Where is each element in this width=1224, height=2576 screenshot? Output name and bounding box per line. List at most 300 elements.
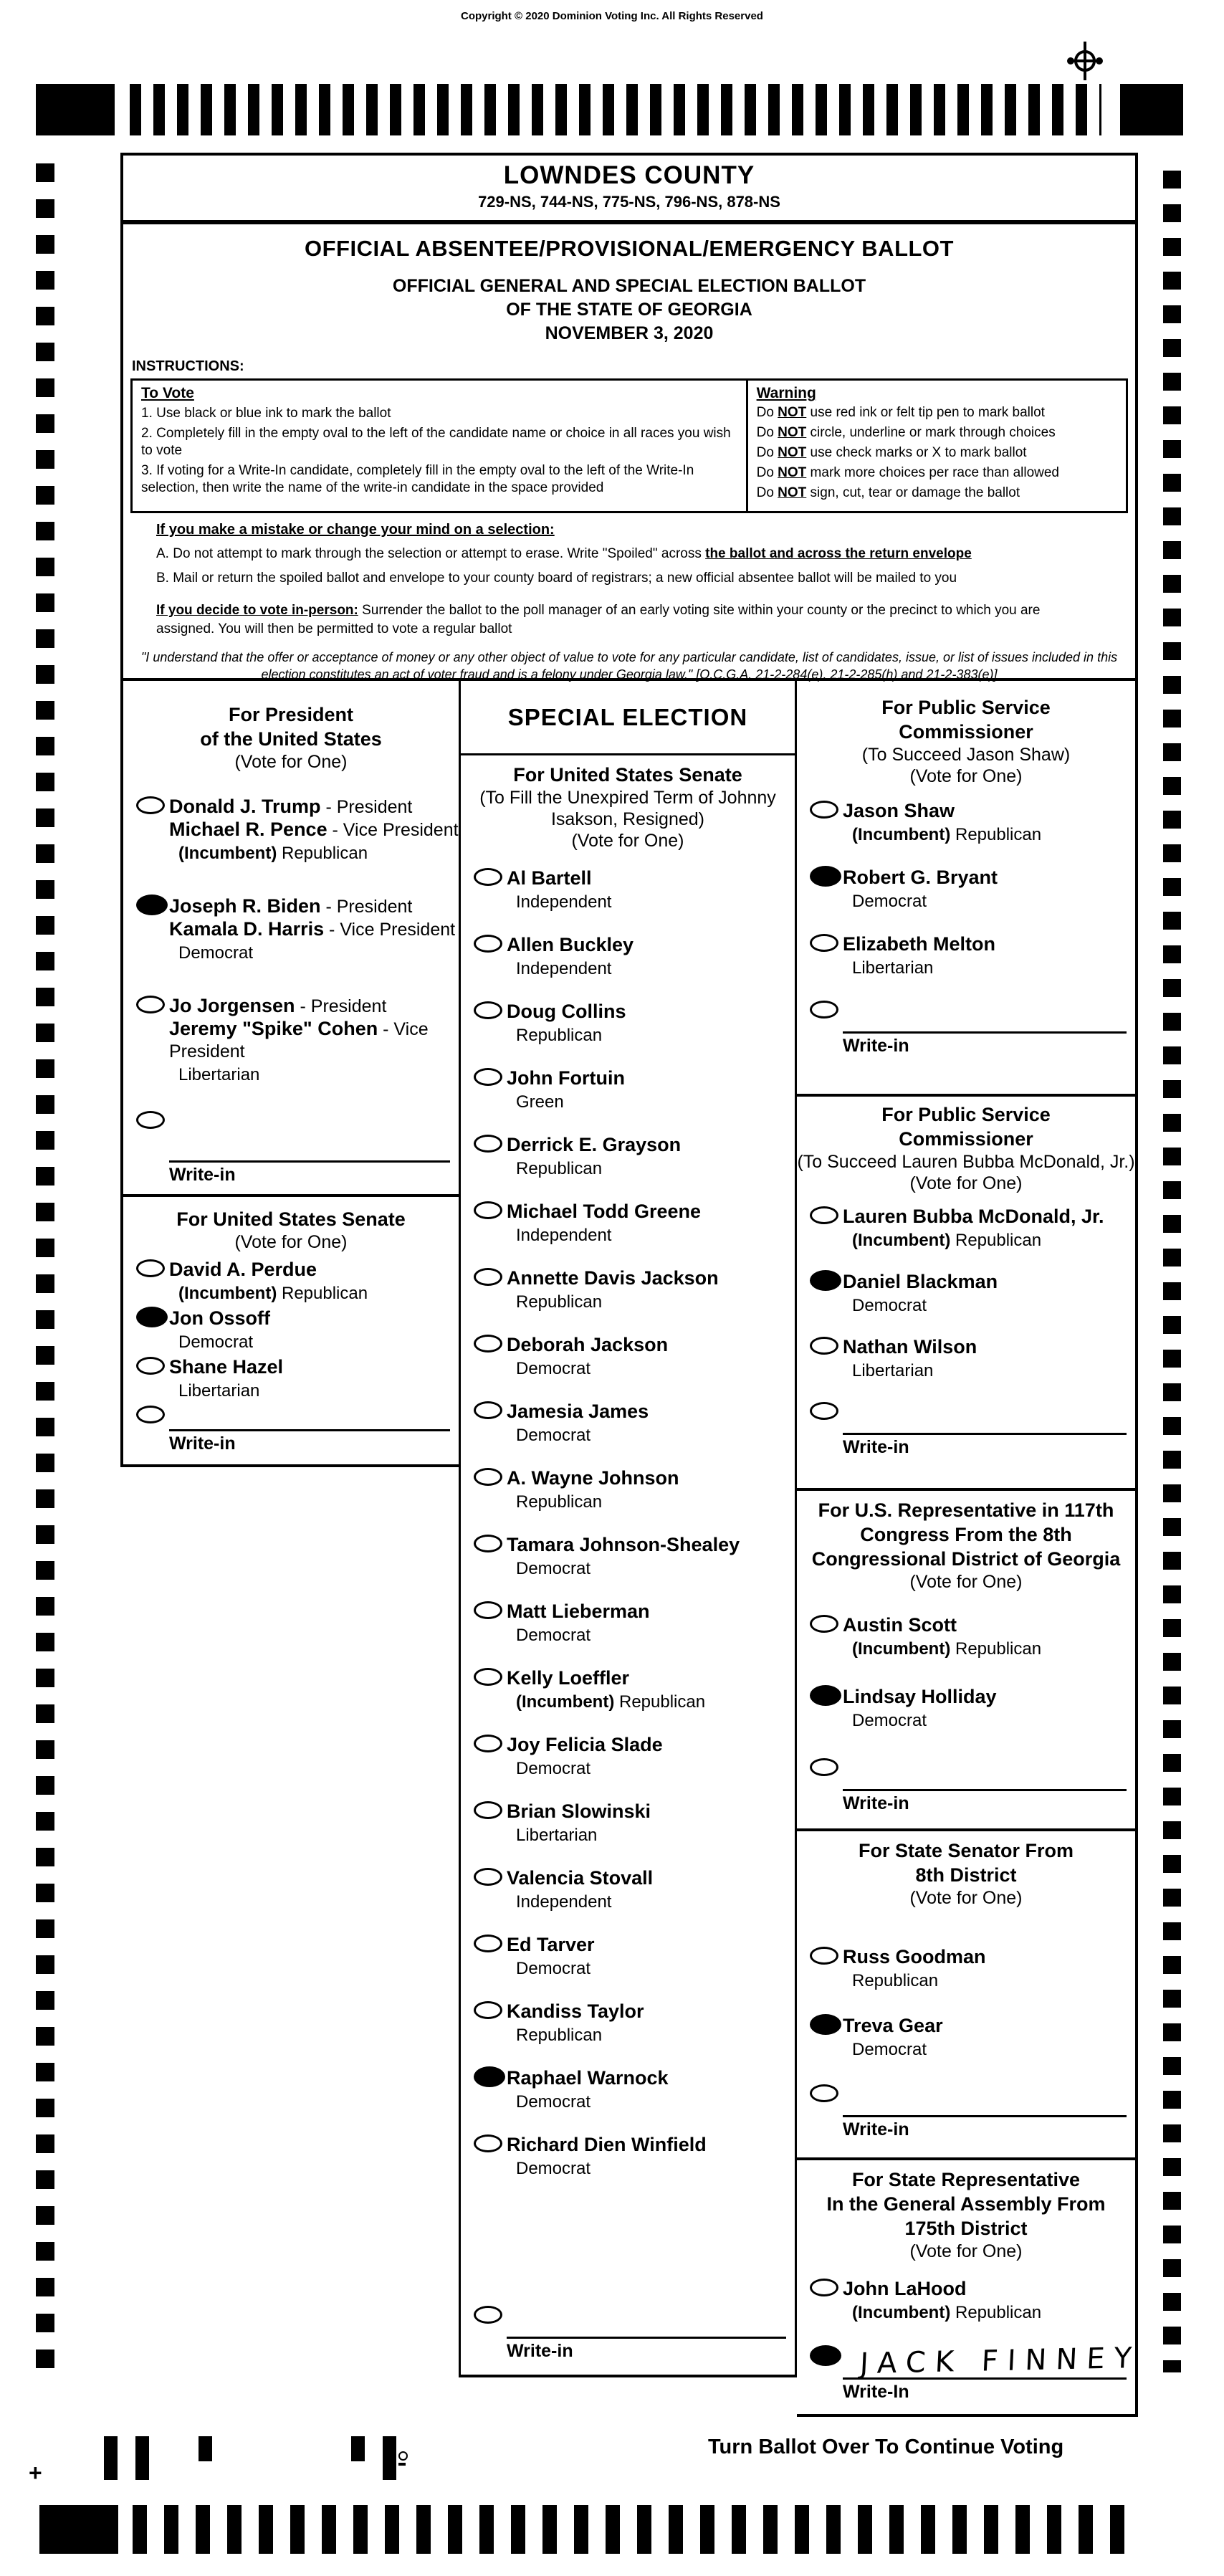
candidate-name-line [169, 918, 459, 941]
party-line [178, 1065, 459, 1085]
registration-crosshair-icon [1065, 40, 1105, 82]
party-label: Republican [619, 1692, 706, 1712]
party-label: Democrat [516, 1559, 591, 1578]
candidate-name: Matt Lieberman [507, 1601, 650, 1622]
timing-marks-bottom [133, 2505, 1139, 2554]
ballot-oval-filled[interactable] [810, 1270, 841, 1291]
candidate-name: Jo Jorgensen [169, 995, 295, 1016]
party-label: Democrat [516, 1426, 591, 1445]
write-in-label: Write-in [169, 1165, 236, 1185]
party-line [178, 943, 459, 963]
candidate-name-line [169, 995, 459, 1018]
warning-item-not: NOT [778, 465, 807, 480]
candidate-option [474, 934, 795, 1001]
ballot-oval[interactable] [474, 1068, 502, 1086]
ballot-column-right [797, 681, 1142, 2417]
candidate-name: Tamara Johnson-Shealey [507, 1534, 740, 1555]
candidate-name: Ed Tarver [507, 1934, 595, 1955]
party-line [852, 1971, 1135, 1991]
candidate-option [474, 1134, 795, 1201]
to-vote-item: 1. Use black or blue ink to mark the ballot [141, 406, 391, 421]
copyright-line: Copyright © 2020 Dominion Voting Inc. All Rights Reserved [461, 10, 763, 22]
candidate-option [810, 800, 1135, 867]
candidate-option [474, 1001, 795, 1067]
in-person-note: If you decide to vote in-person: Surrender the ballot to the poll manager of an early voting site within your county or the precinct to which you are assigned. You will then be permitted to vote a regular ballot [156, 603, 1041, 636]
ballot-oval[interactable] [810, 801, 838, 819]
vote-for-instruction: (Vote for One) [909, 1572, 1023, 1592]
race-title: For U.S. Representative in 117th [818, 1499, 1114, 1521]
incumbent-tag: (Incumbent) [852, 1639, 951, 1659]
candidate-option [810, 1336, 1135, 1401]
ballot-oval[interactable] [474, 1935, 502, 1952]
candidate-office: - Vice President [327, 820, 459, 840]
candidate-name-line [507, 1001, 795, 1024]
incumbent-tag: (Incumbent) [516, 1692, 615, 1712]
candidate-name-line [169, 796, 459, 819]
mistake-item-b: B. Mail or return the spoiled ballot and envelope to your county board of registrars; a new official absentee ballot will be mailed to you [156, 571, 957, 586]
candidate-name: Lauren Bubba McDonald, Jr. [843, 1206, 1104, 1227]
ballot-oval[interactable] [474, 868, 502, 886]
ballot-oval[interactable] [474, 1001, 502, 1019]
candidate-name-line [507, 2067, 795, 2090]
to-vote-title: To Vote [141, 385, 194, 401]
candidate-name-line [843, 1336, 1135, 1359]
party-line [516, 2159, 795, 2179]
party-label: Libertarian [178, 1381, 260, 1401]
write-in-label: Write-in [507, 2341, 573, 2361]
ballot-oval[interactable] [474, 1735, 502, 1752]
ballot-column-left [120, 681, 459, 1467]
ballot-oval-filled[interactable] [474, 2066, 505, 2087]
warning-item-pre: Do [756, 445, 778, 460]
race-title: For Public Service [881, 1104, 1051, 1125]
special-election-header: SPECIAL ELECTION [461, 681, 795, 755]
ballot-oval[interactable] [810, 1001, 838, 1019]
vote-for-instruction: (Vote for One) [571, 831, 684, 851]
write-in-option [810, 1401, 1135, 1465]
race-title: In the General Assembly From [826, 2193, 1106, 2215]
candidate-option [136, 895, 459, 995]
candidate-name: Kandiss Taylor [507, 2000, 644, 2022]
candidate-option [474, 1334, 795, 1401]
party-line [852, 958, 1135, 978]
candidate-name-line [169, 819, 459, 841]
corner-code-bar [351, 2436, 365, 2461]
to-vote-item: 2. Completely fill in the empty oval to the left of the candidate name or choice in all races you wish to vote [141, 426, 731, 458]
candidate-option [474, 1401, 795, 1467]
candidate-name: Allen Buckley [507, 934, 634, 955]
ballot-oval[interactable] [136, 1111, 165, 1129]
precinct-list: 729-NS, 744-NS, 775-NS, 796-NS, 878-NS [478, 193, 780, 211]
candidate-name: A. Wayne Johnson [507, 1467, 679, 1489]
candidate-option [474, 1201, 795, 1267]
candidate-office: - President [295, 996, 387, 1016]
party-line [852, 1639, 1135, 1659]
ballot-oval[interactable] [474, 2134, 502, 2152]
ballot-oval[interactable] [474, 1135, 502, 1153]
race-title: For State Representative [851, 2169, 1081, 2190]
candidate-name-line [843, 1614, 1135, 1637]
party-label: Independent [516, 892, 612, 912]
turn-ballot-over-note: Turn Ballot Over To Continue Voting [708, 2436, 1064, 2458]
party-label: Republican [516, 1492, 603, 1512]
incumbent-tag: (Incumbent) [852, 825, 951, 844]
candidate-option [474, 2067, 795, 2134]
party-label: Democrat [852, 892, 927, 911]
candidate-option [474, 1534, 795, 1601]
party-label: Republican [516, 1159, 603, 1178]
candidate-name: Robert G. Bryant [843, 867, 998, 888]
ballot-oval[interactable] [810, 1758, 838, 1776]
candidate-name-line [507, 1867, 795, 1890]
party-label: Democrat [852, 1711, 927, 1730]
candidate-office: - President [320, 897, 413, 917]
candidate-option [136, 1259, 459, 1307]
candidate-name-line [507, 1800, 795, 1823]
ballot-oval[interactable] [474, 1201, 502, 1219]
candidate-name-line [507, 1334, 795, 1357]
candidate-name-line [843, 2278, 1135, 2301]
candidate-option [474, 1267, 795, 1334]
ballot-oval-filled[interactable] [136, 1307, 168, 1327]
ballot-oval[interactable] [474, 2001, 502, 2019]
ballot-header-box [120, 153, 1138, 681]
party-label: Democrat [516, 2159, 591, 2178]
party-line [852, 1361, 1135, 1381]
party-label: Libertarian [178, 1065, 260, 1084]
candidate-name-line [507, 1134, 795, 1157]
warning-item-rest: use check marks or X to mark ballot [806, 445, 1027, 460]
race-subtitle: (To Fill the Unexpired Term of Johnny [479, 788, 776, 808]
timing-block-top-right [1120, 84, 1183, 135]
party-line [516, 1492, 795, 1512]
candidate-option [810, 933, 1135, 1000]
party-label: Green [516, 1092, 564, 1112]
candidate-name-line [507, 1267, 795, 1290]
ballot-oval-filled[interactable] [810, 2014, 841, 2035]
candidate-name-line [843, 867, 1135, 889]
warning-item [757, 464, 1117, 482]
candidate-option [474, 1867, 795, 1934]
party-label: Democrat [178, 943, 254, 963]
felony-notice: "I understand that the offer or acceptance of money or any other object of value to vote for any particular candidate, list of candidates, issue, or list of issues included in this election constitutes an act of voter fraud and is a felony under Georgia law." [O.C.G.A. 21-2-284(e), 21-2-285(h) and 21-2-383(e)] [140, 650, 1118, 682]
ballot-oval[interactable] [810, 1337, 838, 1355]
candidate-name: Deborah Jackson [507, 1334, 669, 1355]
vote-for-instruction: (Vote for One) [234, 752, 348, 772]
write-in-option [810, 1757, 1135, 1821]
warning-title: Warning [756, 385, 816, 401]
write-in-option [136, 1110, 459, 1193]
race-psc2 [797, 1097, 1135, 1491]
party-line [852, 825, 1135, 845]
warning-item-rest: circle, underline or mark through choices [806, 425, 1056, 440]
race-specialsenate [461, 755, 795, 2377]
race-subtitle: Isakson, Resigned) [550, 809, 704, 829]
candidate-office: - President [320, 797, 413, 817]
ballot-oval[interactable] [810, 2279, 838, 2296]
party-line [516, 892, 795, 912]
ballot-oval[interactable] [136, 996, 165, 1013]
candidate-option [810, 2015, 1135, 2084]
candidate-name: Richard Dien Winfield [507, 2134, 707, 2155]
incumbent-tag: (Incumbent) [178, 1284, 277, 1303]
party-line [516, 959, 795, 979]
candidate-name-line [507, 1734, 795, 1757]
candidate-option [474, 2000, 795, 2067]
warning-item-pre: Do [756, 405, 778, 420]
timing-marks-left [36, 163, 54, 2375]
write-in-option [136, 1405, 459, 1461]
alignment-plus-mark: + [29, 2460, 42, 2486]
warning-item [757, 444, 1117, 462]
candidate-name: Michael Todd Greene [507, 1201, 702, 1222]
candidate-option [810, 2278, 1135, 2346]
candidate-name: Shane Hazel [169, 1356, 284, 1378]
ballot-oval-filled[interactable] [810, 866, 841, 887]
ballot-oval[interactable] [474, 1801, 502, 1819]
party-line [852, 2303, 1135, 2323]
ballot-oval[interactable] [474, 2306, 502, 2324]
candidate-option [474, 1601, 795, 1667]
candidate-option [136, 995, 459, 1094]
warning-item-not: NOT [778, 485, 807, 500]
race-title: Congressional District of Georgia [811, 1548, 1121, 1570]
candidate-name-line [507, 2134, 795, 2157]
corner-code-bar [383, 2436, 396, 2480]
write-in-option [810, 2084, 1135, 2147]
race-title: For State Senator From [858, 1840, 1074, 1861]
election-title-line: OF THE STATE OF GEORGIA [506, 300, 752, 320]
ballot-oval[interactable] [474, 1468, 502, 1486]
candidate-option [474, 1667, 795, 1734]
ballot-oval[interactable] [474, 1868, 502, 1886]
candidate-name-line [169, 895, 459, 918]
vote-for-instruction: (Vote for One) [909, 1173, 1023, 1193]
party-line [516, 1026, 795, 1046]
ballot-oval[interactable] [810, 934, 838, 952]
ballot-oval[interactable] [136, 796, 165, 814]
candidate-name: Brian Slowinski [507, 1800, 651, 1822]
timing-block-top-left [36, 84, 115, 135]
election-title-line: OFFICIAL GENERAL AND SPECIAL ELECTION BALLOT [392, 276, 866, 296]
race-title: 175th District [904, 2218, 1028, 2239]
mistake-item-a: A. Do not attempt to mark through the selection or attempt to erase. Write "Spoiled" across the ballot and across the return envelope [156, 546, 972, 561]
candidate-name: David A. Perdue [169, 1259, 317, 1280]
candidate-name: Doug Collins [507, 1001, 626, 1022]
ballot-oval-filled[interactable] [810, 1685, 841, 1706]
warning-item-rest: sign, cut, tear or damage the ballot [806, 485, 1020, 500]
election-title-line: NOVEMBER 3, 2020 [545, 323, 714, 343]
party-label: Democrat [852, 2040, 927, 2059]
ballot-oval[interactable] [474, 1401, 502, 1419]
party-label: Libertarian [852, 958, 934, 978]
race-title: Commissioner [899, 721, 1033, 743]
ballot-oval[interactable] [474, 1601, 502, 1619]
party-line [516, 1359, 795, 1379]
race-usrep8 [797, 1491, 1135, 1831]
candidate-name: Kamala D. Harris [169, 918, 325, 940]
party-line [852, 2040, 1135, 2060]
race-subtitle: (To Succeed Jason Shaw) [861, 745, 1071, 765]
mistake-heading: If you make a mistake or change your mind on a selection: [156, 522, 555, 538]
party-label: Democrat [516, 1959, 591, 1978]
candidate-option [474, 1067, 795, 1134]
candidate-name-line [507, 1067, 795, 1090]
write-in-line[interactable] [843, 2084, 1127, 2117]
ballot-column-middle [459, 681, 797, 2377]
party-line [852, 1296, 1135, 1316]
ballot-oval[interactable] [810, 1402, 838, 1420]
write-in-label: Write-In [843, 2382, 909, 2402]
timing-block-bottom-left [39, 2505, 118, 2554]
warning-item-rest: use red ink or felt tip pen to mark ballot [806, 405, 1045, 420]
party-label: Democrat [852, 1296, 927, 1315]
race-title: For United States Senate [176, 1208, 406, 1230]
candidate-name: Daniel Blackman [843, 1271, 998, 1292]
party-label: Independent [516, 1892, 612, 1912]
ballot-oval[interactable] [474, 1335, 502, 1353]
write-in-line[interactable] [843, 1000, 1127, 1034]
party-label: Republican [516, 1026, 603, 1045]
party-line [516, 1626, 795, 1646]
candidate-name-line [507, 1201, 795, 1223]
incumbent-tag: (Incumbent) [852, 1231, 951, 1250]
party-label: Republican [852, 1971, 939, 1990]
candidate-name: Russ Goodman [843, 1946, 986, 1967]
candidate-name-line [843, 933, 1135, 956]
write-in-option [474, 2305, 795, 2369]
election-title [123, 275, 1135, 345]
warning-item-pre: Do [756, 485, 778, 500]
candidate-name-line [169, 1307, 459, 1330]
write-in-option [810, 2341, 1142, 2410]
write-in-label: Write-in [843, 1036, 909, 1056]
corner-code-bar [104, 2436, 118, 2480]
corner-code-bar [135, 2436, 149, 2480]
candidate-name-line [843, 1946, 1135, 1969]
corner-glyph [398, 2451, 407, 2466]
party-line [516, 1426, 795, 1446]
party-line [516, 1692, 795, 1712]
ballot-oval[interactable] [136, 1406, 165, 1423]
party-label: Democrat [516, 1759, 591, 1778]
ballot-oval-filled[interactable] [136, 895, 168, 915]
ballot-oval[interactable] [136, 1357, 165, 1375]
county-header [123, 156, 1135, 224]
candidate-name-line [843, 1206, 1135, 1229]
party-line [516, 1559, 795, 1579]
race-president [123, 681, 459, 1197]
ballot-oval[interactable] [810, 1615, 838, 1633]
write-in-line[interactable] [169, 1110, 450, 1163]
race-title: of the United States [200, 728, 382, 750]
party-label: Libertarian [516, 1826, 598, 1845]
incumbent-tag: (Incumbent) [178, 844, 277, 863]
write-in-line[interactable] [169, 1405, 450, 1431]
vote-for-instruction: (Vote for One) [909, 1888, 1023, 1908]
race-title: Commissioner [899, 1128, 1033, 1150]
candidate-office: - Vice President [169, 1019, 429, 1062]
candidate-option [474, 1934, 795, 2000]
party-label: Republican [516, 2026, 603, 2045]
party-line [516, 1826, 795, 1846]
candidate-name-line [169, 1259, 459, 1282]
write-in-label: Write-in [169, 1434, 236, 1454]
ballot-oval[interactable] [474, 1535, 502, 1552]
race-ussenate [123, 1197, 459, 1467]
candidate-name-line [507, 1601, 795, 1623]
candidate-option [474, 867, 795, 934]
warning-item-not: NOT [778, 405, 807, 420]
write-in-line[interactable] [507, 2305, 786, 2339]
ballot-oval[interactable] [474, 1268, 502, 1286]
vote-for-instruction: (Vote for One) [234, 1232, 348, 1252]
party-label: Democrat [516, 2092, 591, 2112]
ballot-oval[interactable] [810, 1947, 838, 1965]
candidate-name: Jamesia James [507, 1401, 649, 1422]
candidate-option [136, 1307, 459, 1356]
party-line [178, 1332, 459, 1353]
write-in-line[interactable] [843, 1401, 1127, 1435]
race-title: Congress From the 8th [860, 1524, 1072, 1545]
ballot-oval[interactable] [474, 1668, 502, 1686]
ballot-oval[interactable] [810, 1206, 838, 1224]
candidate-name: Raphael Warnock [507, 2067, 669, 2089]
candidate-name: Michael R. Pence [169, 819, 327, 840]
party-label: Republican [955, 1231, 1042, 1250]
candidate-name-line [507, 1934, 795, 1957]
party-label: Republican [955, 2303, 1042, 2322]
write-in-label: Write-in [843, 1437, 909, 1457]
candidate-option [474, 1800, 795, 1867]
party-label: Republican [282, 844, 368, 863]
ballot-oval[interactable] [810, 2084, 838, 2102]
party-line [516, 1959, 795, 1979]
timing-marks-right [1163, 171, 1181, 2372]
write-in-line[interactable] [843, 1757, 1127, 1791]
candidate-option [474, 1734, 795, 1800]
party-line [516, 1292, 795, 1312]
party-label: Republican [282, 1284, 368, 1303]
candidate-option [136, 1356, 459, 1405]
candidate-name-line [507, 1667, 795, 1690]
candidate-option [810, 1271, 1135, 1336]
write-in-line[interactable] [843, 2341, 1142, 2381]
ballot-oval[interactable] [474, 935, 502, 953]
candidate-name: Annette Davis Jackson [507, 1267, 719, 1289]
ballot-oval-filled[interactable] [810, 2345, 841, 2366]
race-title: For United States Senate [513, 764, 742, 786]
corner-code-bar [199, 2436, 212, 2461]
candidate-name: Jeremy "Spike" Cohen [169, 1018, 378, 1039]
ballot-type-title: OFFICIAL ABSENTEE/PROVISIONAL/EMERGENCY BALLOT [305, 236, 954, 261]
warning-item-rest: mark more choices per race than allowed [806, 465, 1059, 480]
candidate-name-line [507, 1401, 795, 1423]
race-staterep175 [797, 2160, 1142, 2417]
county-name: LOWNDES COUNTY [503, 161, 755, 189]
ballot-oval[interactable] [136, 1259, 165, 1277]
party-line [178, 844, 459, 864]
warning-item [757, 424, 1117, 442]
candidate-name: Nathan Wilson [843, 1336, 977, 1358]
candidate-name: Kelly Loeffler [507, 1667, 630, 1689]
party-label: Republican [955, 825, 1042, 844]
candidate-name-line [843, 1271, 1135, 1294]
party-line [852, 1231, 1135, 1251]
to-vote-cell [133, 381, 746, 511]
candidate-name: Joy Felicia Slade [507, 1734, 663, 1755]
candidate-option [810, 1614, 1135, 1686]
